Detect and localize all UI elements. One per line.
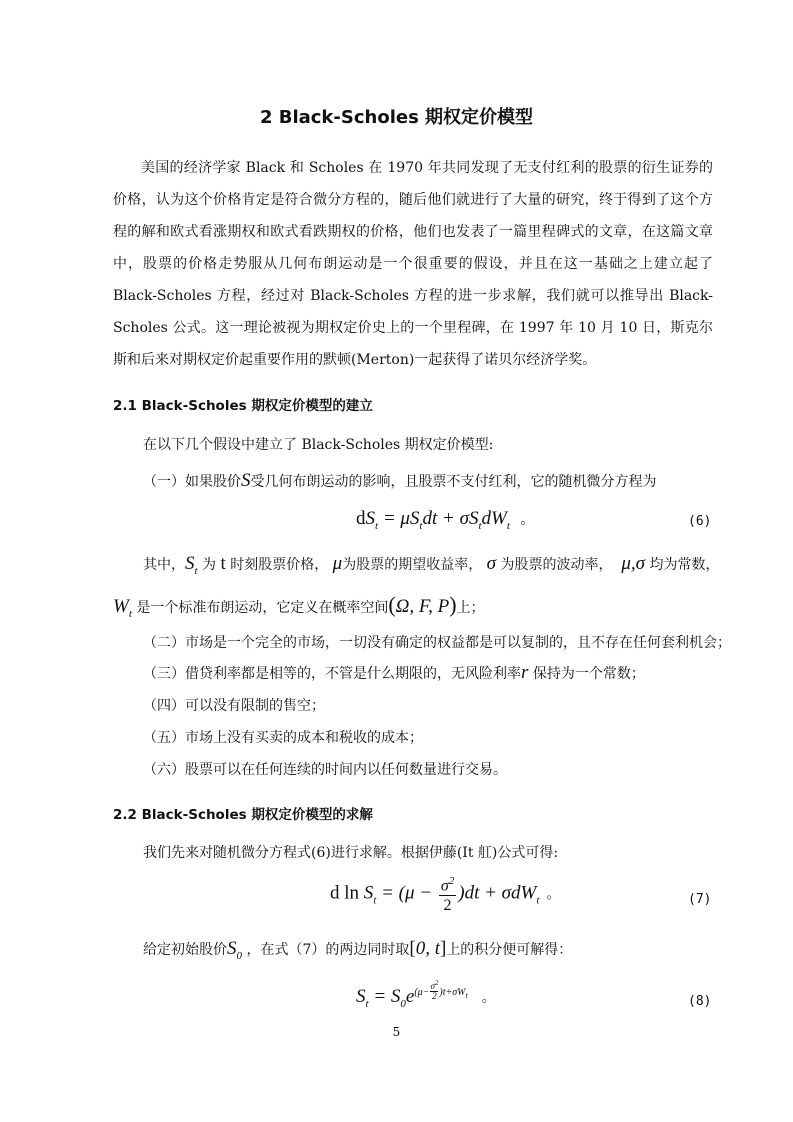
equation-7-body: d $\ln S_t = (\mu$ − $\frac{\sigma^2}{2}$ )dt + σdW$_t$ 。	[330, 872, 560, 916]
math-S: S	[241, 470, 251, 491]
assumption-5: （五）市场上没有买卖的成本和税收的成本；	[143, 730, 423, 746]
section-heading-2-2: 2.2 Black-Scholes 期权定价模型的求解	[113, 807, 373, 823]
intro-paragraph: 美国的经济学家 Black 和 Scholes 在 1970 年共同发现了无支付红利的股票的衍生证券的价格，认为这个价格肯定是符合微分方程的，随后他们就进行了大量的研究，终于得到了这个方程的解和欧式看涨期权和欧式看跌期权的价格，他们也发表了一篇里程碑式的文章，在这篇文章中，股票的价格走势服从几何布朗运动是一个很重要的假设，并且在这一基础之上建立起了 Black-Scholes 方程，经过对 Black-Scholes 方程的进一步求解，我们就可以推导出 Black-Scholes 公式。这一理论被视为期权定价史上的一个里程碑，在 1997 年 10 月 10 日，斯克尔斯和后来对期权定价起重要作用的默顿(Merton)一起获得了诺贝尔经济学奖。	[113, 160, 713, 368]
assumptions-lead: 在以下几个假设中建立了 Black-Scholes 期权定价模型:	[143, 437, 494, 453]
assumption-1: （一）如果股价S受几何布朗运动的影响，且股票不支付红利，它的随机微分方程为	[143, 470, 657, 491]
assumption-4: （四）可以没有限制的售空；	[143, 698, 325, 714]
wt-line: $W_t$ 是一个标准布朗运动，它定义在概率空间(Ω, F, P)上；	[113, 592, 485, 620]
solution-lead: 我们先来对随机微分方程式(6)进行求解。根据伊藤(It 舡)公式可得:	[143, 845, 559, 861]
equation-8-number: (8)	[688, 994, 712, 1009]
page-number: 5	[392, 1025, 401, 1039]
equation-6-number: (6)	[688, 514, 712, 529]
assumption-2: （二）市场是一个完全的市场，一切没有确定的权益都是可以复制的，且不存在任何套利机会；	[143, 635, 731, 651]
where-line: 其中，$S_t$ 为 t 时刻股票价格， μ为股票的期望收益率， σ 为股票的波动率， μ,σ 均为常数，	[143, 553, 720, 577]
assumption-6: （六）股票可以在任何连续的时间内以任何数量进行交易。	[143, 762, 507, 778]
equation-7-number: (7)	[688, 892, 712, 907]
equation-6-body: $dS_t = \mu S_tdt + \sigma S_tdW_t$ 。	[356, 508, 535, 532]
equation-8-body: $S_t = S_0e^{(\mu- \frac{\sigma^2}{2})t+\sigma W_t}$ 。	[356, 978, 496, 1010]
assumption-3: （三）借贷利率都是相等的，不管是什么期限的，无风险利率r 保持为一个常数；	[143, 662, 645, 683]
given-line: 给定初始股价$S_0$ ，在式（7）的两边同时取[0, t]上的积分便可解得：	[143, 938, 573, 962]
chapter-title: 2 Black-Scholes 期权定价模型	[259, 107, 534, 128]
section-heading-2-1: 2.1 Black-Scholes 期权定价模型的建立	[113, 398, 373, 414]
